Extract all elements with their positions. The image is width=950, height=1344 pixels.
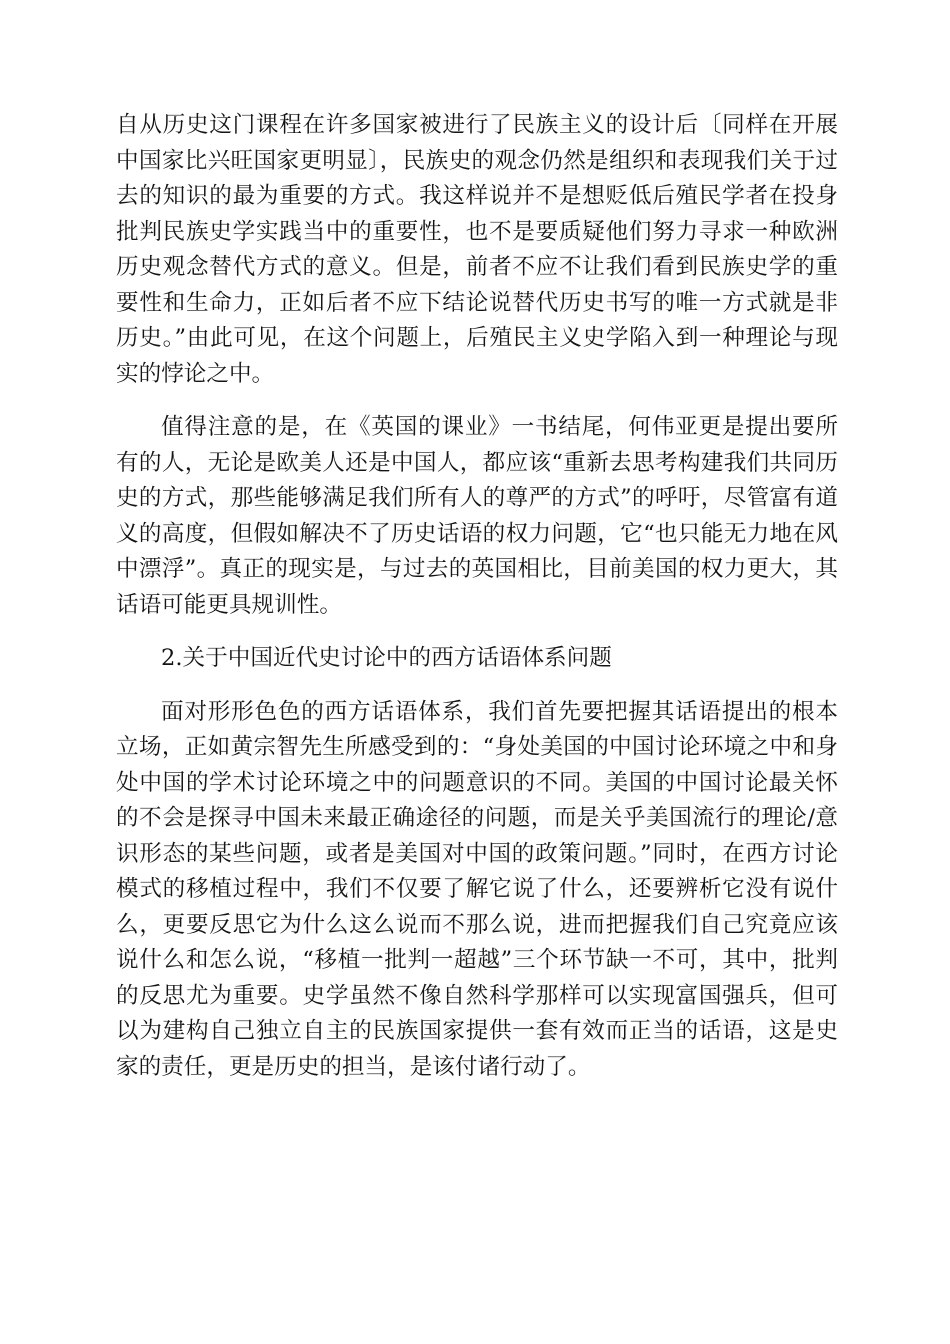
paragraph-continuation: 自从历史这门课程在许多国家被进行了民族主义的设计后〔同样在开展中国家比兴旺国家更明显〕，民族史的观念仍然是组织和表现我们关于过去的知识的最为重要的方式。我这样说并不是想贬低后殖民学者在投身批判民族史学实践当中的重要性，也不是要质疑他们努力寻求一种欧洲历史观念替代方式的意义。但是，前者不应不让我们看到民族史学的重要性和生命力，正如后者不应下结论说替代历史书写的唯一方式就是非历史。”由此可见，在这个问题上，后殖民主义史学陷入到一种理论与现实的悖论之中。: [116, 112, 838, 387]
section-heading: 2.关于中国近代史讨论中的西方话语体系问题: [161, 645, 612, 671]
paragraph-western-discourse: 面对形形色色的西方话语体系，我们首先要把握其话语提出的根本立场，正如黄宗智先生所感受到的：“身处美国的中国讨论环境之中和身处中国的学术讨论环境之中的问题意识的不同。美国的中国讨论最关怀的不会是探寻中国未来最正确途径的问题，而是关乎美国流行的理论/意识形态的某些问题，或者是美国对中国的政策问题。”同时，在西方讨论模式的移植过程中，我们不仅要了解它说了什么，还要辨析它没有说什么，更要反思它为什么这么说而不那么说，进而把握我们自己究竟应该说什么和怎么说，“移植一批判一超越”三个环节缺一不可，其中，批判的反思尤为重要。史学虽然不像自然科学那样可以实现富国强兵，但可以为建构自己独立自主的民族国家提供一套有效而正当的话语，这是史家的责任，更是历史的担当，是该付诸行动了。: [116, 698, 838, 1080]
document-page: [116, 108, 838, 1085]
paragraph-he-weiya: 值得注意的是，在《英国的课业》一书结尾，何伟亚更是提出要所有的人，无论是欧美人还是中国人，都应该“重新去思考构建我们共同历史的方式，那些能够满足我们所有人的尊严的方式”的呼吁，尽管富有道义的高度，但假如解决不了历史话语的权力问题，它“也只能无力地在风中漂浮”。真正的现实是，与过去的英国相比，目前美国的权力更大，其话语可能更具规训性。: [116, 414, 838, 618]
